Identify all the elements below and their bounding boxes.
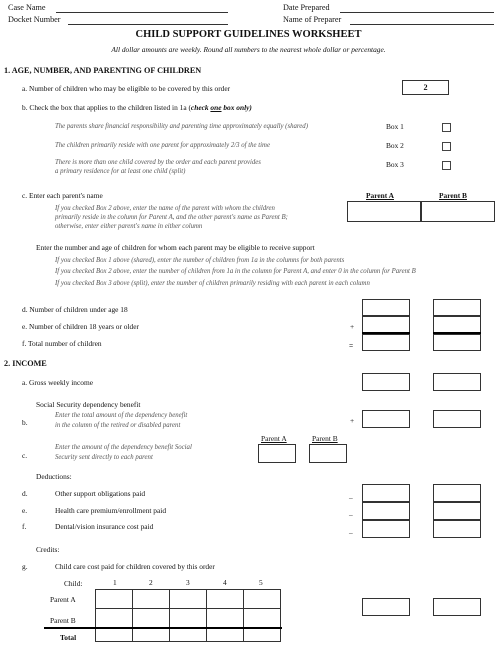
preparer-name-field[interactable] <box>350 24 494 25</box>
s2-d-letter: d. <box>22 489 28 498</box>
s2-a-parent-b[interactable] <box>433 373 481 391</box>
enter-help3: If you checked Box 3 above (split), enter the number of children primarily residing with each parent in each column <box>55 280 370 287</box>
plus-sign: + <box>350 322 355 331</box>
s1-c-help2: primarily reside in the column for Parent A, and the other parent's name as Parent B; <box>55 214 288 221</box>
childcare-a-3[interactable] <box>170 590 207 609</box>
parent-a-name-field[interactable] <box>347 201 421 222</box>
s2-b-letter: b. <box>22 418 28 427</box>
childcare-a-2[interactable] <box>133 590 170 609</box>
s2-e-label: Health care premium/enrollment paid <box>55 506 167 515</box>
s2-b-help1: Enter the total amount of the dependency benefit <box>55 412 188 419</box>
s2-c-letter: c. <box>22 451 28 460</box>
s2-a-label: a. Gross weekly income <box>22 378 94 387</box>
date-prepared-label: Date Prepared <box>283 3 330 12</box>
childcare-total-5[interactable] <box>244 628 281 642</box>
childcare-b-2[interactable] <box>133 609 170 628</box>
s2-e-parent-b[interactable] <box>433 502 481 520</box>
parent-a-header: Parent A <box>366 191 394 200</box>
credits-label: Credits: <box>36 545 60 554</box>
docket-number-label: Docket Number <box>8 15 61 24</box>
s2-d-parent-b[interactable] <box>433 484 481 502</box>
s2-c-parent-b[interactable] <box>309 444 347 463</box>
parent-b-header: Parent B <box>439 191 467 200</box>
s1-f-label: f. Total number of children <box>22 339 102 348</box>
s1-e-parent-a[interactable] <box>362 316 410 333</box>
childcare-b-3[interactable] <box>170 609 207 628</box>
box2-checkbox[interactable] <box>442 142 451 151</box>
enter-help1: If you checked Box 1 above (shared), enter the number of children from 1a in the columns for both parents <box>55 257 345 264</box>
child-number-4: 4 <box>223 578 227 587</box>
case-name-field[interactable] <box>56 12 228 13</box>
s2-a-parent-a[interactable] <box>362 373 410 391</box>
s2-b-help2: in the column of the retired or disabled parent <box>55 422 181 429</box>
s2-c-parent-b-header: Parent B <box>312 434 338 443</box>
childcare-row-parent-a: Parent A <box>50 595 76 604</box>
s1-c-help3: otherwise, enter either parent's name in either column <box>55 223 203 230</box>
s2-g-parent-a[interactable] <box>362 598 410 616</box>
s2-f-parent-b[interactable] <box>433 520 481 538</box>
box1-description: The parents share financial responsibility and parenting time approximately equally (shared) <box>55 123 308 130</box>
childcare-b-5[interactable] <box>244 609 281 628</box>
s2-c-help2: Security sent directly to each parent <box>55 454 153 461</box>
s2-c-help1: Enter the amount of the dependency benefit Social <box>55 444 192 451</box>
box1-label: Box 1 <box>386 122 404 131</box>
s2-g-letter: g. <box>22 562 28 571</box>
childcare-a-5[interactable] <box>244 590 281 609</box>
s1-d-parent-b[interactable] <box>433 299 481 316</box>
s1-e-label: e. Number of children 18 years or older <box>22 322 139 331</box>
childcare-row-total: Total <box>60 633 77 642</box>
s2-f-parent-a[interactable] <box>362 520 410 538</box>
s2-b-parent-b[interactable] <box>433 410 481 428</box>
s1-d-parent-a[interactable] <box>362 299 410 316</box>
s2-f-letter: f. <box>22 522 27 531</box>
s2-e-letter: e. <box>22 506 28 515</box>
s2-e-minus: – <box>349 510 353 519</box>
childcare-b-1[interactable] <box>96 609 133 628</box>
s1-a-label: a. Number of children who may be eligible to be covered by this order <box>22 84 231 93</box>
childcare-a-1[interactable] <box>96 590 133 609</box>
child-number-2: 2 <box>149 578 153 587</box>
docket-number-field[interactable] <box>68 24 228 25</box>
case-name-label: Case Name <box>8 3 46 12</box>
childcare-total-3[interactable] <box>170 628 207 642</box>
s2-f-label: Dental/vision insurance cost paid <box>55 522 154 531</box>
date-prepared-field[interactable] <box>340 12 494 13</box>
box3-checkbox[interactable] <box>442 161 451 170</box>
page-subtitle: All dollar amounts are weekly. Round all numbers to the nearest whole dollar or percentage. <box>111 45 386 54</box>
childcare-grid <box>95 589 281 642</box>
s2-c-parent-a[interactable] <box>258 444 296 463</box>
childcare-total-rule <box>44 627 282 629</box>
s2-b-plus: + <box>350 416 355 425</box>
s2-e-parent-a[interactable] <box>362 502 410 520</box>
childcare-total-2[interactable] <box>133 628 170 642</box>
child-number-5: 5 <box>259 578 263 587</box>
s1-c-help1: If you checked Box 2 above, enter the name of the parent with whom the children <box>55 205 275 212</box>
child-number-1: 1 <box>113 578 117 587</box>
s1-d-label: d. Number of children under age 18 <box>22 305 128 314</box>
s1-c-label: c. Enter each parent's name <box>22 191 103 200</box>
s2-g-label: Child care cost paid for children covered by this order <box>55 562 215 571</box>
box1-checkbox[interactable] <box>442 123 451 132</box>
equals-sign: = <box>349 341 354 350</box>
s2-c-parent-a-header: Parent A <box>261 434 287 443</box>
child-header-label: Child: <box>64 579 83 588</box>
box2-label: Box 2 <box>386 141 404 150</box>
s2-d-minus: – <box>349 493 353 502</box>
s1-a-value[interactable]: 2 <box>402 80 449 95</box>
s2-g-parent-b[interactable] <box>433 598 481 616</box>
preparer-name-label: Name of Preparer <box>283 15 342 24</box>
enter-help2: If you checked Box 2 above, enter the number of children from 1a in the column for Parent A, and enter 0 in the column for Parent B <box>55 268 416 275</box>
s1-e-parent-b[interactable] <box>433 316 481 333</box>
childcare-b-4[interactable] <box>207 609 244 628</box>
page-title: CHILD SUPPORT GUIDELINES WORKSHEET <box>135 29 362 40</box>
childcare-row-parent-b: Parent B <box>50 616 76 625</box>
box2-description: The children primarily reside with one parent for approximately 2/3 of the time <box>55 142 270 149</box>
s1-f-parent-b[interactable] <box>433 334 481 351</box>
ss-benefit-label: Social Security dependency benefit <box>36 400 141 409</box>
deductions-label: Deductions: <box>36 472 72 481</box>
box3-label: Box 3 <box>386 160 404 169</box>
s1-b-label: b. Check the box that applies to the children listed in 1a (check one box only) <box>22 103 252 112</box>
parent-b-name-field[interactable] <box>421 201 495 222</box>
box3-description-line2: a primary residence for at least one child (split) <box>55 168 186 175</box>
section2-heading: 2. INCOME <box>4 359 47 368</box>
s2-d-parent-a[interactable] <box>362 484 410 502</box>
enter-children-label: Enter the number and age of children for whom each parent may be eligible to receive support <box>36 243 315 252</box>
s2-b-parent-a[interactable] <box>362 410 410 428</box>
s2-d-label: Other support obligations paid <box>55 489 146 498</box>
child-number-3: 3 <box>186 578 190 587</box>
s1-f-parent-a[interactable] <box>362 334 410 351</box>
section1-heading: 1. AGE, NUMBER, AND PARENTING OF CHILDREN <box>4 66 202 75</box>
childcare-total-4[interactable] <box>207 628 244 642</box>
childcare-a-4[interactable] <box>207 590 244 609</box>
childcare-total-1[interactable] <box>96 628 133 642</box>
s2-f-minus: – <box>349 528 353 537</box>
box3-description-line1: There is more than one child covered by the order and each parent provides <box>55 159 261 166</box>
